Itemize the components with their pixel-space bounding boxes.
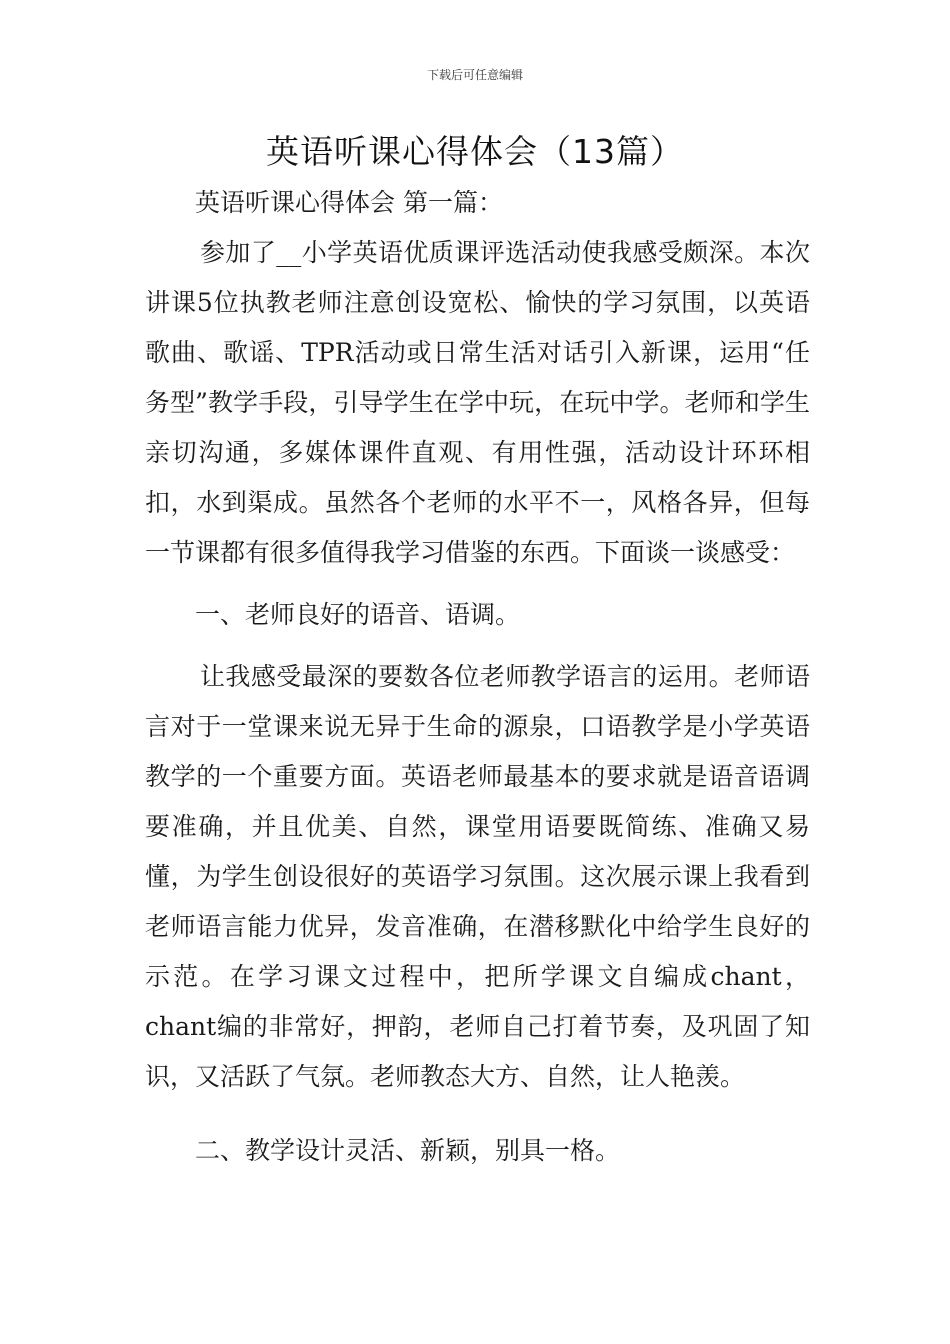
document-body: [145, 178, 810, 1176]
header-note: 下载后可任意编辑: [426, 68, 523, 82]
paragraph: 让我感受最深的要数各位老师教学语言的运用。老师语言对于一堂课来说无异于生命的源泉，口语教学是小学英语教学的一个重要方面。英语老师最基本的要求就是语音语调要准确，并且优美、自然，课堂用语要既简练、准确又易懂，为学生创设很好的英语学习氛围。这次展示课上我看到老师语言能力优异，发音准确，在潜移默化中给学生良好的示范。在学习课文过程中，把所学课文自编成chant，chant编的非常好，押韵，老师自己打着节奏，及巩固了知识，又活跃了气氛。老师教态大方、自然，让人艳羡。: [145, 662, 810, 1091]
section-heading: 二、教学设计灵活、新颖，别具一格。: [195, 1136, 621, 1165]
document-title: 英语听课心得体会（13篇）: [266, 132, 684, 171]
section-intro-line: 英语听课心得体会 第一篇：: [195, 188, 503, 217]
section-heading: 一、老师良好的语音、语调。: [195, 600, 521, 629]
paragraph: 参加了__小学英语优质课评选活动使我感受颇深。本次讲课5位执教老师注意创设宽松、愉快的学习氛围，以英语歌曲、歌谣、TPR活动或日常生活对话引入新课，运用“任务型”教学手段，引导学生在学中玩，在玩中学。老师和学生亲切沟通，多媒体课件直观、有用性强，活动设计环环相扣，水到渠成。虽然各个老师的水平不一，风格各异，但每一节课都有很多值得我学习借鉴的东西。下面谈一谈感受：: [145, 238, 810, 567]
